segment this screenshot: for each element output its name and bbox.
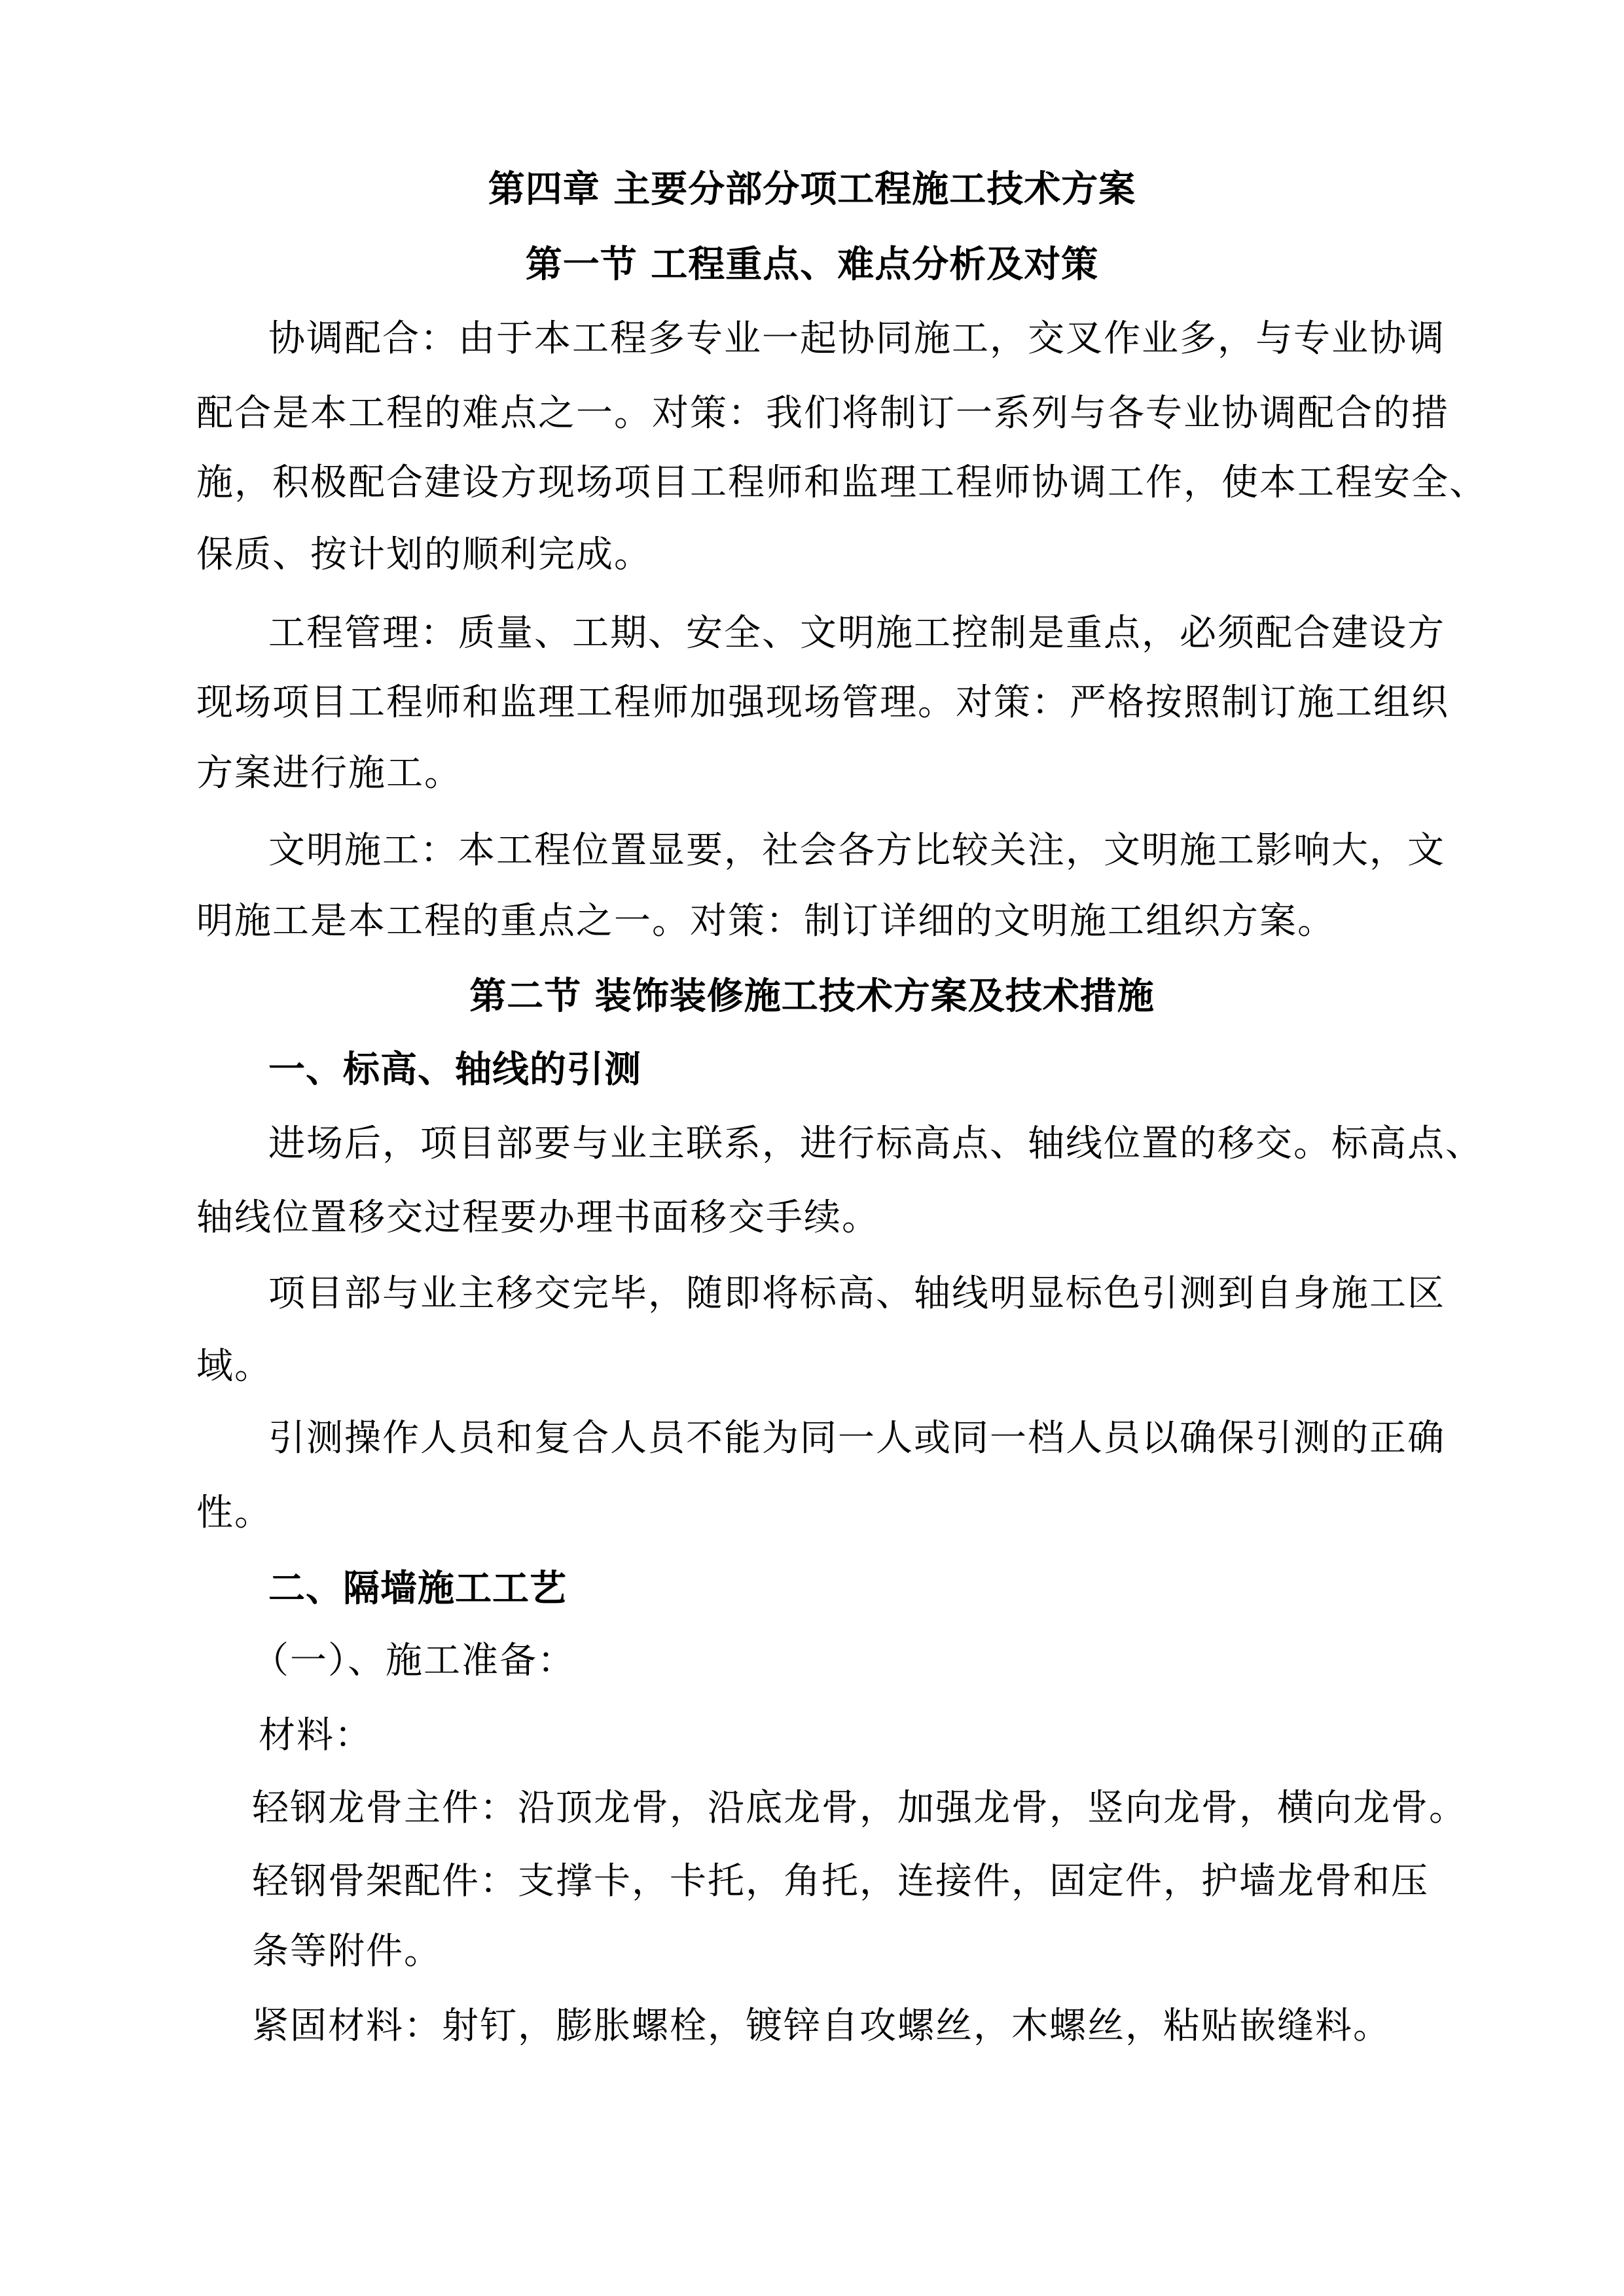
- paragraph-line: 性。: [196, 1492, 272, 1534]
- heading-elevation-axis: 一、标高、轴线的引测: [268, 1049, 641, 1091]
- material-line: 轻钢龙骨主件：沿顶龙骨，沿底龙骨，加强龙骨，竖向龙骨，横向龙骨。: [252, 1787, 1467, 1829]
- paragraph-line: 方案进行施工。: [196, 752, 462, 795]
- paragraph-line: 协调配合：由于本工程多专业一起协同施工，交叉作业多，与专业协调: [268, 317, 1445, 360]
- material-line: 轻钢骨架配件：支撑卡，卡托，角托，连接件，固定件，护墙龙骨和压: [252, 1860, 1429, 1903]
- materials-label: 材料：: [259, 1714, 372, 1757]
- material-line: 紧固材料：射钉，膨胀螺栓，镀锌自攻螺丝，木螺丝，粘贴嵌缝料。: [252, 2005, 1391, 2047]
- paragraph-line: 配合是本工程的难点之一。对策：我们将制订一系列与各专业协调配合的措: [196, 392, 1449, 435]
- paragraph-line: 明施工是本工程的重点之一。对策：制订详细的文明施工组织方案。: [196, 900, 1335, 942]
- paragraph-line: 引测操作人员和复合人员不能为同一人或同一档人员以确保引测的正确: [268, 1417, 1445, 1460]
- paragraph-line: 进场后，项目部要与业主联系，进行标高点、轴线位置的移交。标高点、: [268, 1122, 1483, 1165]
- paragraph-line: 项目部与业主移交完毕，随即将标高、轴线明显标色引测到自身施工区: [268, 1272, 1445, 1315]
- heading-partition-wall: 二、隔墙施工工艺: [268, 1568, 567, 1610]
- chapter-title: 第四章 主要分部分项工程施工技术方案: [488, 168, 1136, 211]
- paragraph-line: 保质、按计划的顺利完成。: [196, 533, 652, 576]
- section-title-2: 第二节 装饰装修施工技术方案及技术措施: [469, 975, 1155, 1018]
- paragraph-line: 轴线位置移交过程要办理书面移交手续。: [196, 1196, 880, 1239]
- paragraph-line: 文明施工：本工程位置显要，社会各方比较关注，文明施工影响大，文: [268, 829, 1445, 872]
- section-title-1: 第一节 工程重点、难点分析及对策: [525, 243, 1099, 286]
- paragraph-line: 施，积极配合建设方现场项目工程师和监理工程师协调工作，使本工程安全、: [196, 461, 1487, 504]
- material-line: 条等附件。: [252, 1930, 442, 1973]
- paragraph-line: 域。: [196, 1345, 272, 1388]
- sub-heading-preparation: （一）、施工准备：: [252, 1640, 575, 1682]
- paragraph-line: 工程管理：质量、工期、安全、文明施工控制是重点，必须配合建设方: [268, 612, 1445, 655]
- paragraph-line: 现场项目工程师和监理工程师加强现场管理。对策：严格按照制订施工组织: [196, 681, 1449, 724]
